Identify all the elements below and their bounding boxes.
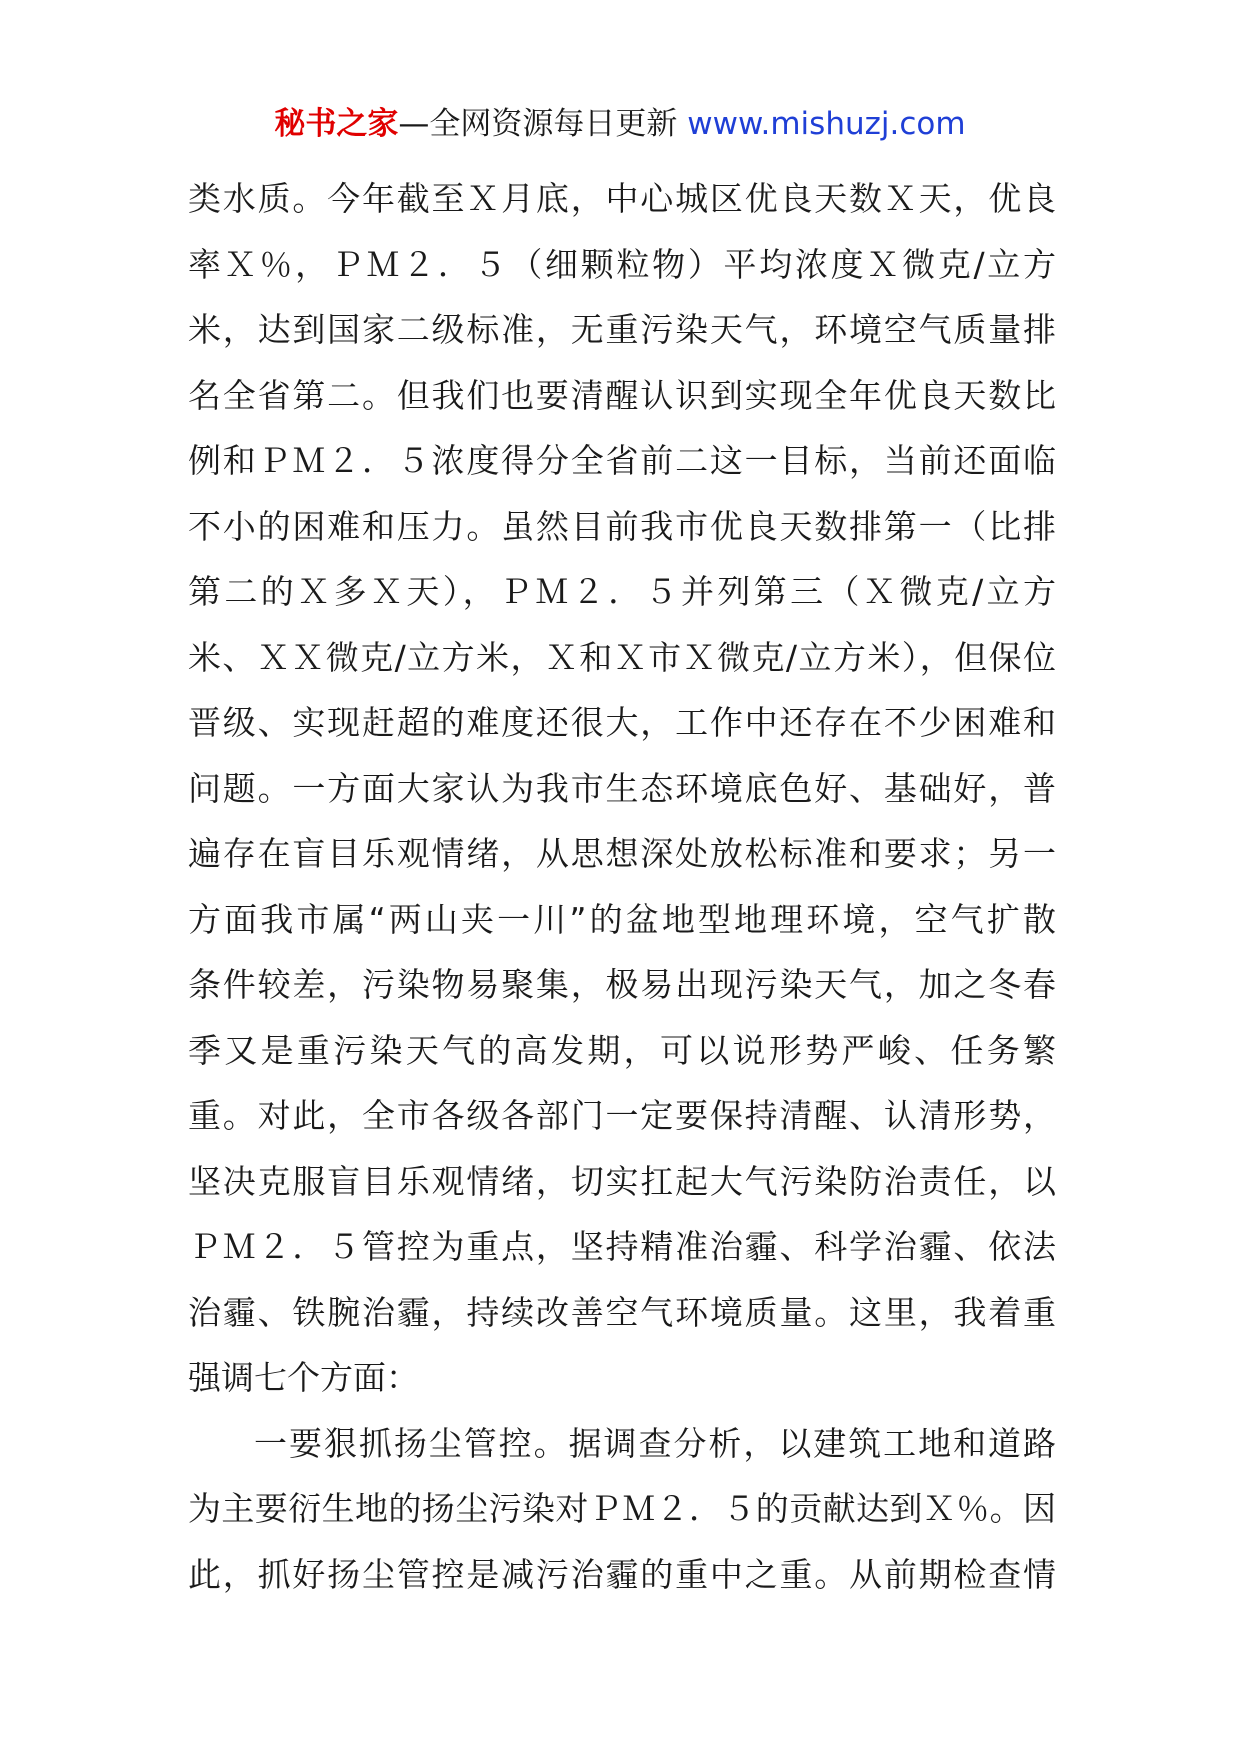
body-line: 强调七个方面：	[188, 1358, 419, 1397]
body-line: 坚决克服盲目乐观情绪，切实扛起大气污染防治责任，以	[188, 1161, 1056, 1201]
brand-name: 秘书之家	[274, 106, 399, 142]
paragraph-first-line: 一要狠抓扬尘管控。据调查分析，以建筑工地和道路	[254, 1423, 1056, 1463]
body-line: 重。对此，全市各级各部门一定要保持清醒、认清形势，	[188, 1096, 1056, 1135]
body-line: ＰＭ２．５管控为重点，坚持精准治霾、科学治霾、依法	[188, 1227, 1056, 1266]
body-line: 第二的Ｘ多Ｘ天），ＰＭ２．５并列第三（Ｘ微克/立方	[188, 572, 1056, 611]
body-line: 率Ｘ％，ＰＭ２．５（细颗粒物）平均浓度Ｘ微克/立方	[188, 244, 1056, 284]
body-line: 问题。一方面大家认为我市生态环境底色好、基础好，普	[188, 768, 1056, 808]
body-line: 米、ＸＸ微克/立方米，Ｘ和Ｘ市Ｘ微克/立方米），但保位	[188, 637, 1056, 677]
body-line: 为主要衍生地的扬尘污染对ＰＭ２．５的贡献达到Ｘ％。因	[188, 1489, 1056, 1528]
body-line: 晋级、实现赶超的难度还很大，工作中还存在不少困难和	[188, 703, 1056, 742]
body-line: 治霾、铁腕治霾，持续改善空气环境质量。这里，我着重	[188, 1292, 1056, 1332]
body-line: 季又是重污染天气的高发期，可以说形势严峻、任务繁	[188, 1030, 1056, 1070]
page-header	[0, 100, 1240, 148]
body-line: 例和ＰＭ２．５浓度得分全省前二这一目标，当前还面临	[188, 441, 1056, 480]
document-body	[188, 166, 1056, 1607]
body-line: 遍存在盲目乐观情绪，从思想深处放松标准和要求；另一	[188, 834, 1056, 873]
header-tagline: —全网资源每日更新	[398, 106, 688, 142]
body-line: 不小的困难和压力。虽然目前我市优良天数排第一（比排	[188, 506, 1056, 546]
body-line: 方面我市属“两山夹一川”的盆地型地理环境，空气扩散	[188, 899, 1056, 939]
body-line: 名全省第二。但我们也要清醒认识到实现全年优良天数比	[188, 375, 1056, 415]
body-line: 此，抓好扬尘管控是减污治霾的重中之重。从前期检查情	[188, 1554, 1056, 1594]
body-line: 条件较差，污染物易聚集，极易出现污染天气，加之冬春	[188, 965, 1056, 1004]
site-url-link[interactable]: www.mishuzj.com	[687, 106, 966, 142]
body-line: 米，达到国家二级标准，无重污染天气，环境空气质量排	[188, 310, 1056, 349]
body-line: 类水质。今年截至Ｘ月底，中心城区优良天数Ｘ天，优良	[188, 179, 1056, 218]
